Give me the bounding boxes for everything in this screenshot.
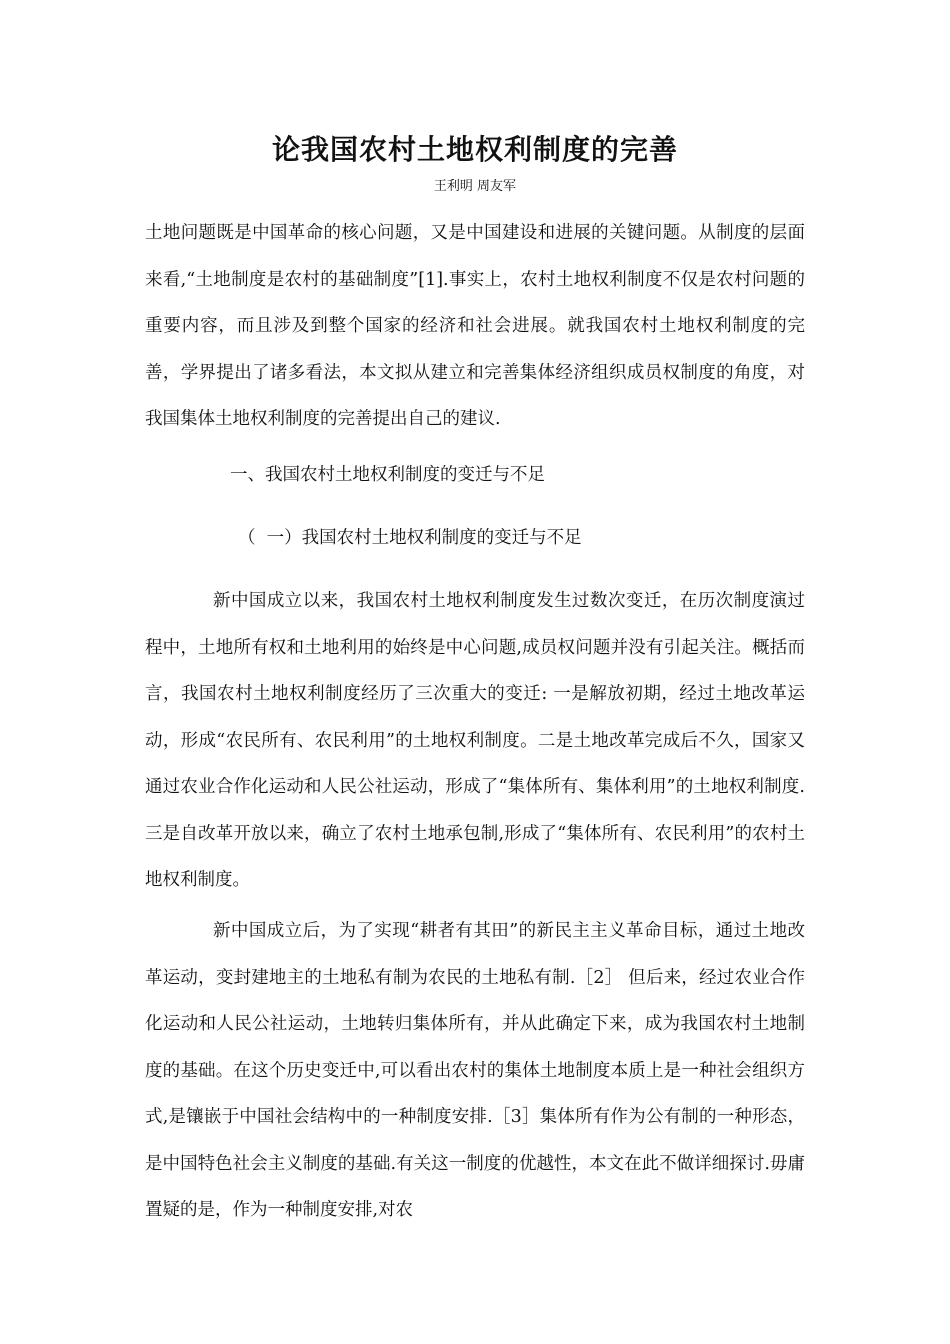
intro-paragraph: 土地问题既是中国革命的核心问题，又是中国建设和进展的关键问题。从制度的层面来看,“土地制度是农村的基础制度”[1].事实上，农村土地权利制度不仅是农村问题的重要内容，而且涉及到整个国家的经济和社会进展。就我国农村土地权利制度的完善，学界提出了诸多看法，本文拟从建立和完善集体经济组织成员权制度的角度，对我国集体土地权利制度的完善提出自己的建议. <box>145 223 805 429</box>
body-paragraph-2: 新中国成立后，为了实现“耕者有其田”的新民主主义革命目标，通过土地改革运动，变封建地主的土地私有制为农民的土地私有制.［2］ 但后来，经过农业合作化运动和人民公社运动，土地转归集体所有，并从此确定下来，成为我国农村土地制度的基础。在这个历史变迁中,可以看出农村的集体土地制度本质上是一种社会组织方式,是镶嵌于中国社会结构中的一种制度安排.［3］集体所有作为公有制的一种形态，是中国特色社会主义制度的基础.有关这一制度的优越性，本文在此不做详细探讨.毋庸置疑的是，作为一种制度安排,对农 <box>145 921 805 1220</box>
section-heading: 一、我国农村土地权利制度的变迁与不足 <box>230 465 545 485</box>
document-title: 论我国农村土地权利制度的完善 <box>271 133 678 166</box>
body-paragraph-1: 新中国成立以来，我国农村土地权利制度发生过数次变迁，在历次制度演过程中，土地所有权和土地利用的始终是中心问题,成员权问题并没有引起关注。概括而言，我国农村土地权利制度经历了三次重大的变迁: 一是解放初期，经过土地改革运动，形成“农民所有、农民利用”的土地权利制度。二是土地改革完成后不久，国家又通过农业合作化运动和人民公社运动，形成了“集体所有、集体利用”的土地权利制度.三是自改革开放以来，确立了农村土地承包制,形成了“集体所有、农民利用”的农村土地权利制度。 <box>145 591 805 890</box>
document-authors: 王利明 周友军 <box>433 179 517 194</box>
subsection-heading: （ 一）我国农村土地权利制度的变迁与不足 <box>238 528 582 548</box>
